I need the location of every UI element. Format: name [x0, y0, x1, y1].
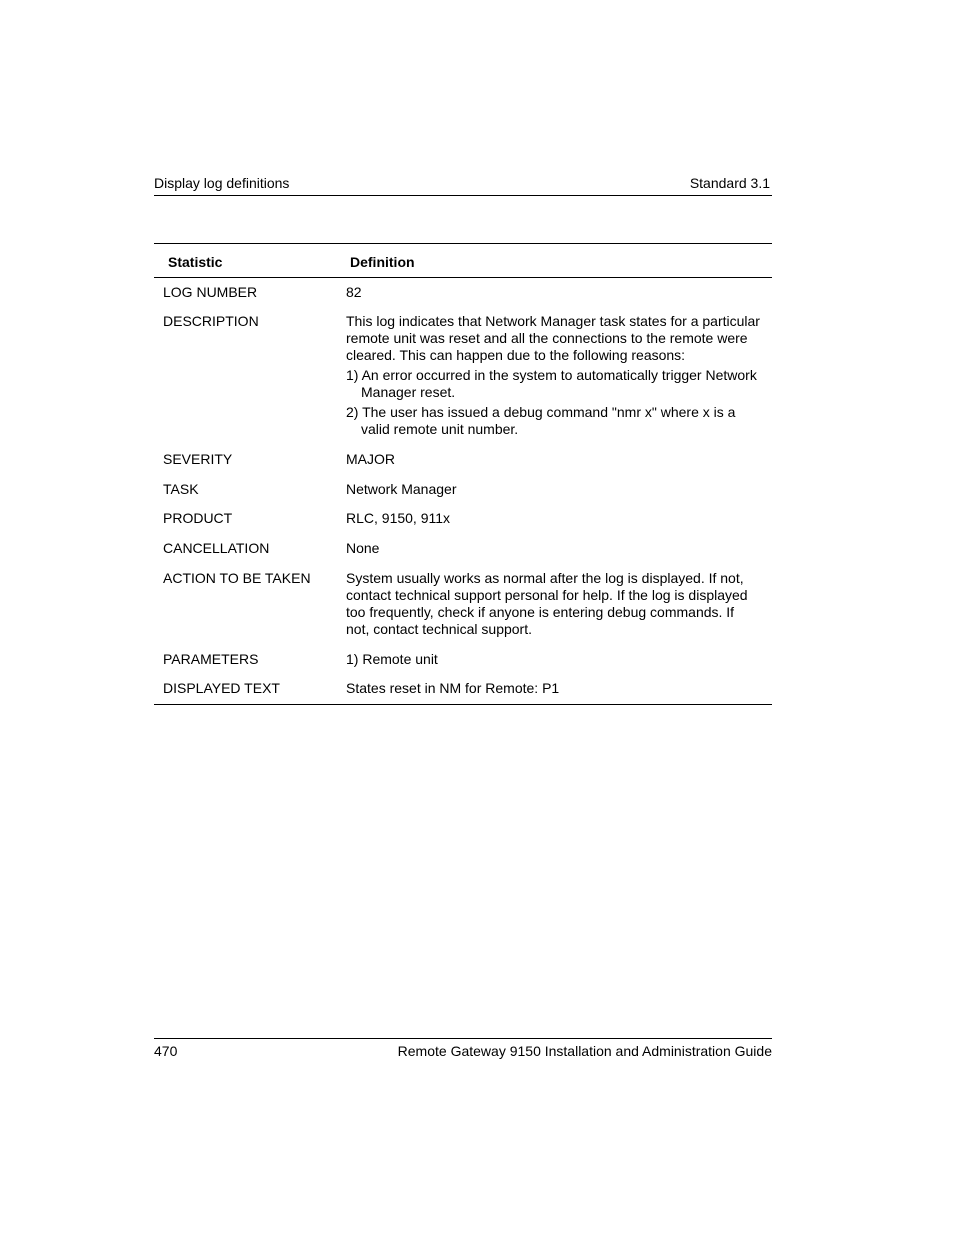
statistic-label: DESCRIPTION — [163, 313, 259, 329]
column-header-definition: Definition — [350, 254, 415, 270]
statistic-label: LOG NUMBER — [163, 284, 258, 300]
definition-value — [346, 313, 760, 438]
table-row-product — [154, 510, 772, 527]
table-row-action — [154, 570, 772, 638]
definition-value: 1) Remote unit — [346, 651, 438, 667]
statistic-label: TASK — [163, 481, 199, 497]
table-row-cancellation — [154, 540, 772, 557]
page-footer — [154, 1038, 772, 1059]
page-number: 470 — [154, 1043, 178, 1059]
description-text: This log indicates that Network Manager task states for a particular remote unit was reset and all the connections to the remote were cleared. This can happen due to the following reasons: — [346, 313, 760, 363]
definition-value: Network Manager — [346, 481, 457, 497]
definition-value: System usually works as normal after the log is displayed. If not, contact technical support personal for help. If the log is displayed too frequently, check if anyone is entering debug commands. If not, contact technical support. — [346, 570, 748, 637]
definition-value: MAJOR — [346, 451, 395, 467]
statistic-label: PARAMETERS — [163, 651, 259, 667]
definition-value: 82 — [346, 284, 362, 300]
table-row-displayed-text — [154, 680, 772, 697]
document-version: Standard 3.1 — [689, 175, 770, 191]
reason-item-1: 1) An error occurred in the system to automatically trigger Network Manager reset. — [346, 367, 757, 400]
table-row-description — [154, 313, 772, 438]
definition-value: RLC, 9150, 911x — [346, 510, 451, 526]
section-title: Display log definitions — [154, 175, 290, 191]
table-row-parameters — [154, 651, 772, 668]
statistic-label: PRODUCT — [163, 510, 233, 526]
page-header — [154, 173, 772, 196]
statistic-label: CANCELLATION — [163, 540, 270, 556]
statistic-label: SEVERITY — [163, 451, 233, 467]
table-header-row — [154, 244, 772, 278]
definition-value: None — [346, 540, 380, 556]
reason-item-2: 2) The user has issued a debug command "nmr x" where x is a valid remote unit number. — [346, 404, 736, 437]
table-row-severity — [154, 451, 772, 468]
column-header-statistic: Statistic — [168, 254, 223, 270]
log-definition-table — [154, 243, 772, 705]
document-title: Remote Gateway 9150 Installation and Administration Guide — [397, 1043, 772, 1059]
statistic-label: ACTION TO BE TAKEN — [163, 570, 311, 586]
table-row-log-number — [154, 284, 772, 301]
table-row-task — [154, 481, 772, 498]
definition-value: States reset in NM for Remote: P1 — [346, 680, 560, 696]
statistic-label: DISPLAYED TEXT — [163, 680, 280, 696]
